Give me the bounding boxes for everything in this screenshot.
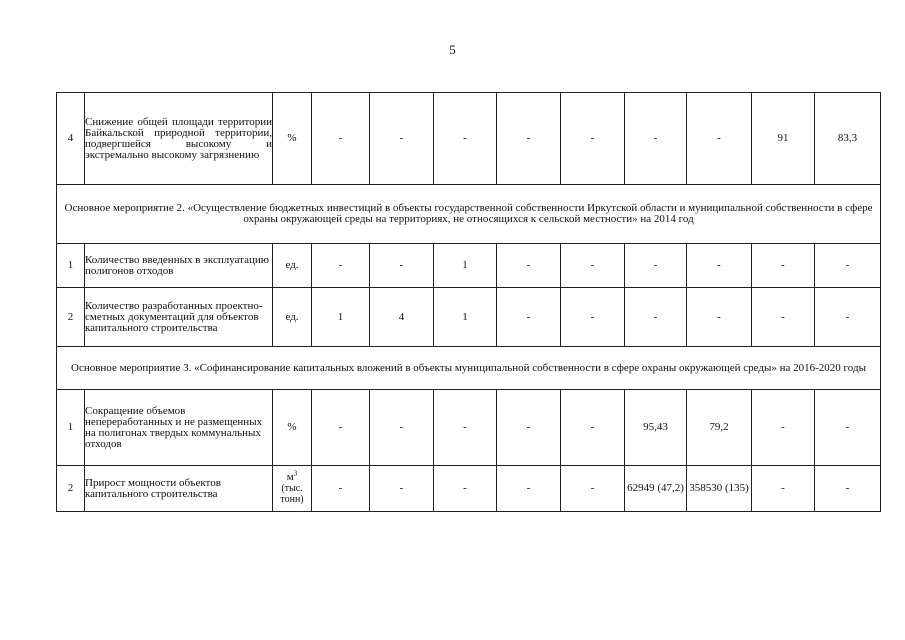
indicator-name: Количество разработанных проектно-сметных документаций для объектов капитального строительства [85,288,273,347]
indicator-name: Снижение общей площади территории Байкальской природной территории, подвергшейся высокому и экстремально высокому загрязнению [85,93,273,185]
value-cell: - [312,466,370,512]
section-heading: Основное мероприятие 2. «Осуществление бюджетных инвестиций в объекты государственной собственности Иркутской области и муниципальной собственности в сфере охраны окружающей среды на территориях, не относящихся к сельской местности» на 2014 год [57,185,881,244]
value-cell: - [312,390,370,466]
value-cell: - [687,244,752,288]
value-cell: - [625,244,687,288]
unit-cell: % [273,390,312,466]
unit-cell: ед. [273,288,312,347]
value-cell: - [370,466,434,512]
unit-cell: % [273,93,312,185]
value-cell: - [815,244,881,288]
value-cell: 62949 (47,2) [625,466,687,512]
value-cell: 95,43 [625,390,687,466]
unit-main: м [286,471,294,483]
value-cell: - [625,93,687,185]
value-cell: - [625,288,687,347]
indicator-name: Сокращение объемов непереработанных и не размещенных на полигонах твердых коммунальных отходов [85,390,273,466]
value-cell: - [497,93,561,185]
table-row [57,288,881,347]
indicators-table [56,92,881,512]
value-cell: - [370,244,434,288]
value-cell: - [687,93,752,185]
value-cell: 1 [312,288,370,347]
value-cell: - [815,390,881,466]
value-cell: 1 [434,244,497,288]
indicator-name: Количество введенных в эксплуатацию полигонов отходов [85,244,273,288]
section-heading: Основное мероприятие 3. «Софинансирование капитальных вложений в объекты муниципальной собственности в сфере охраны окружающей среды» на 2016-2020 годы [57,347,881,390]
value-cell: - [434,466,497,512]
unit-cell: ед. [273,244,312,288]
value-cell: - [752,244,815,288]
section-row [57,347,881,390]
unit-subtext: (тыс. тонн) [280,483,304,505]
section-row [57,185,881,244]
value-cell: 358530 (135) [687,466,752,512]
unit-cell [273,466,312,512]
value-cell: - [815,466,881,512]
value-cell: 79,2 [687,390,752,466]
value-cell: - [561,288,625,347]
row-number: 2 [57,288,85,347]
value-cell: 83,3 [815,93,881,185]
value-cell: - [752,390,815,466]
row-number: 4 [57,93,85,185]
value-cell: - [434,390,497,466]
value-cell: 1 [434,288,497,347]
page-number: 5 [449,42,456,57]
indicator-name: Прирост мощности объектов капитального строительства [85,466,273,512]
value-cell: - [687,288,752,347]
value-cell: - [497,288,561,347]
value-cell: 4 [370,288,434,347]
table-row [57,244,881,288]
value-cell: - [370,93,434,185]
value-cell: - [561,244,625,288]
value-cell: - [752,288,815,347]
value-cell: - [561,390,625,466]
row-number: 2 [57,466,85,512]
value-cell: - [497,390,561,466]
value-cell: - [497,466,561,512]
value-cell: - [497,244,561,288]
value-cell: - [752,466,815,512]
value-cell: - [561,93,625,185]
value-cell: - [434,93,497,185]
row-number: 1 [57,244,85,288]
value-cell: 91 [752,93,815,185]
value-cell: - [815,288,881,347]
row-number: 1 [57,390,85,466]
value-cell: - [312,93,370,185]
value-cell: - [561,466,625,512]
table-row [57,93,881,185]
table-row [57,466,881,512]
table-row [57,390,881,466]
value-cell: - [312,244,370,288]
value-cell: - [370,390,434,466]
unit-superscript: 3 [293,469,298,478]
